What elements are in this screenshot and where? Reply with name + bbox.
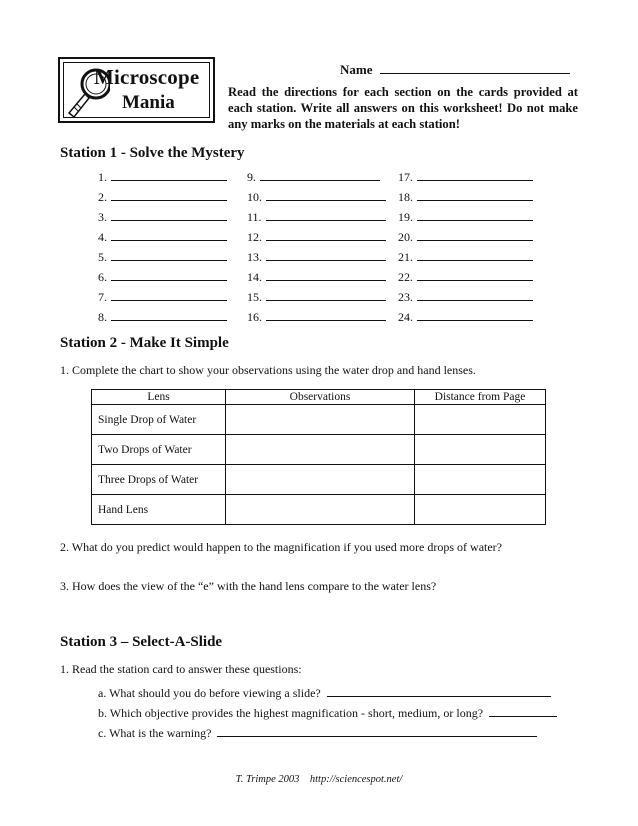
station1-answer-line[interactable]: [111, 268, 227, 281]
station1-answer-line[interactable]: [417, 168, 533, 181]
station1-answer-row: [398, 208, 533, 225]
logo-title-line1: Microscope: [94, 65, 200, 89]
table-header-lens: Lens: [92, 390, 226, 405]
station1-answer-number: 7.: [98, 290, 107, 304]
table-cell-distance[interactable]: [415, 405, 546, 435]
lens-observation-table: [91, 389, 546, 525]
station3-question-c: c. What is the warning?: [98, 726, 212, 740]
station1-answer-line[interactable]: [266, 288, 386, 301]
station1-answer-row: [247, 248, 386, 265]
station1-answer-row: [398, 168, 533, 185]
name-label: Name: [340, 62, 373, 77]
station1-answer-row: [247, 208, 386, 225]
station1-answer-row: [98, 308, 227, 325]
table-header-distance: Distance from Page: [415, 390, 546, 405]
logo-title-line2: Mania: [122, 92, 175, 113]
station1-answer-line[interactable]: [111, 248, 227, 261]
station1-answer-number: 19.: [398, 210, 413, 224]
station1-answer-row: [247, 188, 386, 205]
station2-question1: 1. Complete the chart to show your observations using the water drop and hand lenses.: [60, 363, 476, 377]
station1-answer-number: 20.: [398, 230, 413, 244]
station1-answer-line[interactable]: [417, 208, 533, 221]
station1-answer-row: [398, 248, 533, 265]
station1-answer-row: [98, 188, 227, 205]
station1-answer-row: [398, 268, 533, 285]
station1-answer-row: [247, 288, 386, 305]
station1-answer-number: 2.: [98, 190, 107, 204]
station1-answer-number: 8.: [98, 310, 107, 324]
station1-answer-line[interactable]: [417, 308, 533, 321]
table-row: [92, 495, 546, 525]
station1-answer-number: 1.: [98, 170, 107, 184]
station3-question1: 1. Read the station card to answer these questions:: [60, 662, 302, 676]
station1-answer-number: 12.: [247, 230, 262, 244]
table-cell-lens: Two Drops of Water: [92, 435, 226, 465]
station1-answer-row: [98, 208, 227, 225]
station1-answer-number: 13.: [247, 250, 262, 264]
table-header-row: [92, 390, 546, 405]
station1-answer-number: 3.: [98, 210, 107, 224]
station1-answer-number: 5.: [98, 250, 107, 264]
station3-question-a-row: [98, 684, 551, 701]
station1-answer-number: 21.: [398, 250, 413, 264]
station3-question-c-row: [98, 724, 537, 741]
station1-answer-line[interactable]: [111, 188, 227, 201]
footer-credit: T. Trimpe 2003 http://sciencespot.net/: [235, 774, 403, 785]
station2-question3: 3. How does the view of the “e” with the hand lens compare to the water lens?: [60, 579, 437, 593]
station1-answer-line[interactable]: [111, 168, 227, 181]
station1-answer-line[interactable]: [111, 228, 227, 241]
station3-title: Station 3 – Select-A-Slide: [60, 634, 223, 650]
station1-answer-row: [98, 168, 227, 185]
table-row: [92, 405, 546, 435]
station3-question-b: b. Which objective provides the highest magnification - short, medium, or long?: [98, 706, 484, 720]
table-cell-observations[interactable]: [226, 495, 415, 525]
table-cell-lens: Three Drops of Water: [92, 465, 226, 495]
station1-answer-line[interactable]: [417, 268, 533, 281]
station1-answer-number: 16.: [247, 310, 262, 324]
station1-answer-line[interactable]: [266, 248, 386, 261]
answer-line-b[interactable]: [489, 704, 557, 717]
station1-answer-number: 17.: [398, 170, 413, 184]
station1-answer-line[interactable]: [266, 268, 386, 281]
station1-answer-line[interactable]: [266, 308, 386, 321]
station1-answer-number: 22.: [398, 270, 413, 284]
table-cell-lens: Single Drop of Water: [92, 405, 226, 435]
station1-answer-row: [398, 288, 533, 305]
station1-answer-row: [247, 308, 386, 325]
intro-instructions: Read the directions for each section on the cards provided at each station. Write all answers on this worksheet! Do not make any marks on the materials at each station!: [228, 85, 578, 131]
answer-line-c[interactable]: [217, 724, 537, 737]
station1-answer-number: 11.: [247, 210, 262, 224]
table-cell-distance[interactable]: [415, 495, 546, 525]
station1-answer-number: 23.: [398, 290, 413, 304]
station1-answer-line[interactable]: [111, 208, 227, 221]
station1-answer-row: [247, 228, 386, 245]
table-row: [92, 435, 546, 465]
station1-answer-row: [247, 268, 386, 285]
station2-title: Station 2 - Make It Simple: [60, 335, 229, 351]
station1-answer-line[interactable]: [266, 208, 386, 221]
station1-answer-line[interactable]: [260, 168, 380, 181]
station1-answer-line[interactable]: [417, 188, 533, 201]
name-input-line[interactable]: [380, 61, 570, 74]
station1-answer-number: 15.: [247, 290, 262, 304]
station1-answer-number: 4.: [98, 230, 107, 244]
station3-question-b-row: [98, 704, 557, 721]
station1-answer-line[interactable]: [266, 228, 386, 241]
station1-answer-row: [247, 168, 380, 185]
station1-answer-number: 18.: [398, 190, 413, 204]
table-cell-distance[interactable]: [415, 435, 546, 465]
station2-question2: 2. What do you predict would happen to the magnification if you used more drops of water?: [60, 540, 502, 554]
table-cell-observations[interactable]: [226, 435, 415, 465]
table-header-observations: Observations: [226, 390, 415, 405]
station1-answer-row: [98, 268, 227, 285]
station1-answer-row: [398, 228, 533, 245]
station1-title: Station 1 - Solve the Mystery: [60, 145, 245, 161]
table-cell-observations[interactable]: [226, 405, 415, 435]
station1-answer-line[interactable]: [111, 288, 227, 301]
name-field-row: [340, 61, 570, 78]
station1-answer-row: [98, 228, 227, 245]
station1-answer-number: 10.: [247, 190, 262, 204]
station1-answer-row: [398, 308, 533, 325]
station1-answer-row: [98, 248, 227, 265]
station1-answer-row: [98, 288, 227, 305]
table-row: [92, 465, 546, 495]
microscope-mania-logo: [58, 57, 215, 123]
station1-answer-row: [398, 188, 533, 205]
table-cell-lens: Hand Lens: [92, 495, 226, 525]
station1-answer-line[interactable]: [417, 228, 533, 241]
station1-answer-number: 24.: [398, 310, 413, 324]
table-cell-observations[interactable]: [226, 465, 415, 495]
table-cell-distance[interactable]: [415, 465, 546, 495]
answer-line-a[interactable]: [327, 684, 551, 697]
station1-answer-line[interactable]: [417, 248, 533, 261]
station3-question-a: a. What should you do before viewing a slide?: [98, 686, 321, 700]
station1-answer-line[interactable]: [111, 308, 227, 321]
station1-answer-line[interactable]: [266, 188, 386, 201]
station1-answer-number: 6.: [98, 270, 107, 284]
station1-answer-number: 14.: [247, 270, 262, 284]
station1-answer-line[interactable]: [417, 288, 533, 301]
station1-answer-number: 9.: [247, 170, 256, 184]
